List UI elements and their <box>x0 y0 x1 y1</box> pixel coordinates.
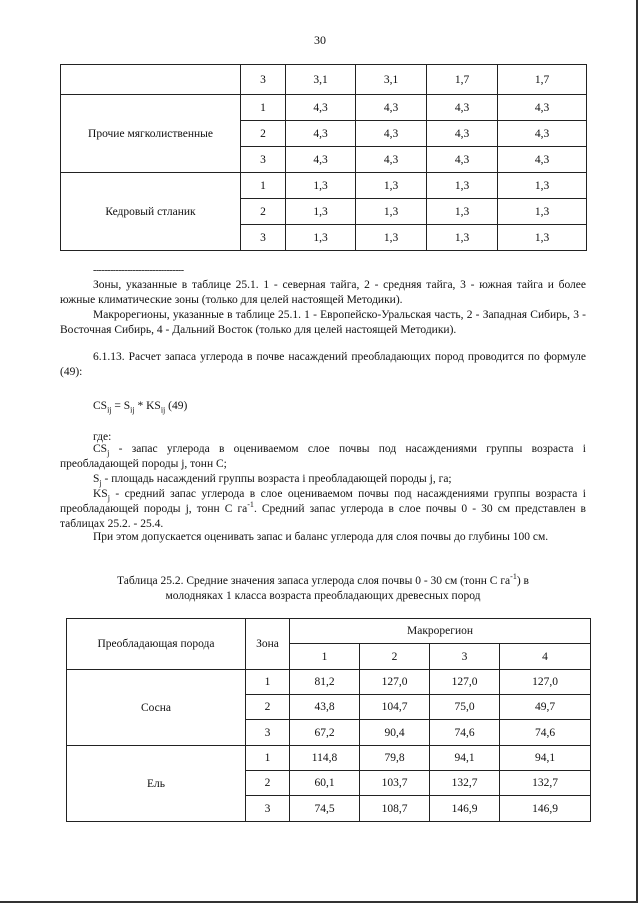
value-cell: 104,7 <box>360 695 430 720</box>
value-cell: 94,1 <box>500 746 591 771</box>
value-cell: 4,3 <box>286 95 356 121</box>
value-cell: 4,3 <box>286 121 356 147</box>
header-macroregion: Макрорегион <box>290 619 591 644</box>
value-cell: 1,3 <box>286 199 356 225</box>
species-cell <box>61 65 241 95</box>
top-table <box>60 64 587 251</box>
value-cell: 127,0 <box>430 670 500 695</box>
value-cell: 4,3 <box>356 147 427 173</box>
value-cell: 74,5 <box>290 796 360 822</box>
section-intro <box>60 350 586 380</box>
value-cell: 132,7 <box>500 771 591 796</box>
where-label: где: <box>93 431 112 443</box>
carbon-table <box>66 618 591 822</box>
formula: $CS_{ij} = S_{ij} * KS_{ij}$ (49) <box>93 400 188 415</box>
header-region: 1 <box>290 644 360 670</box>
value-cell: 1,3 <box>356 173 427 199</box>
value-cell: 1,7 <box>498 65 587 95</box>
value-cell: 74,6 <box>500 720 591 746</box>
value-cell: 108,7 <box>360 796 430 822</box>
value-cell: 1,3 <box>498 225 587 251</box>
value-cell: 1,3 <box>356 199 427 225</box>
zone-cell: 1 <box>246 746 290 771</box>
value-cell: 1,3 <box>427 225 498 251</box>
value-cell: 4,3 <box>427 147 498 173</box>
value-cell: 4,3 <box>427 121 498 147</box>
header-region: 4 <box>500 644 591 670</box>
header-zone: Зона <box>246 619 290 670</box>
header-region: 3 <box>430 644 500 670</box>
value-cell: 127,0 <box>500 670 591 695</box>
value-cell: 103,7 <box>360 771 430 796</box>
value-cell: 4,3 <box>356 95 427 121</box>
value-cell: 127,0 <box>360 670 430 695</box>
table-caption: Таблица 25.2. Средние значения запаса углерода слоя почвы 0 - 30 см (тонн С $га^{-1}$) в молодняках 1 класса возраста преобладающих древесных пород <box>117 572 529 602</box>
value-cell: 1,7 <box>427 65 498 95</box>
table-row <box>67 746 591 771</box>
zone-cell: 1 <box>241 95 286 121</box>
zone-cell: 1 <box>241 173 286 199</box>
value-cell: 4,3 <box>498 95 587 121</box>
value-cell: 1,3 <box>286 173 356 199</box>
species-cell: Ель <box>67 746 246 822</box>
value-cell: 49,7 <box>500 695 591 720</box>
zone-cell: 3 <box>241 65 286 95</box>
zone-cell: 2 <box>246 771 290 796</box>
value-cell: 4,3 <box>498 147 587 173</box>
value-cell: 4,3 <box>286 147 356 173</box>
value-cell: 74,6 <box>430 720 500 746</box>
species-cell: Прочие мягколиственные <box>61 95 241 173</box>
zone-cell: 3 <box>246 720 290 746</box>
table-row <box>61 95 587 121</box>
value-cell: 4,3 <box>356 121 427 147</box>
value-cell: 67,2 <box>290 720 360 746</box>
definition-ks: $KS_j$ - средний запас углерода в слое оцениваемом почвы под насаждениями группы возраста i преобладающей породы j, тонн С $га^{-1}$. Средний запас углерода в слое почвы 0 - 30 см представлен в таблицах 25.2. - 25.4. <box>60 488 586 530</box>
value-cell: 79,8 <box>360 746 430 771</box>
value-cell: 75,0 <box>430 695 500 720</box>
species-cell: Кедровый стланик <box>61 173 241 251</box>
value-cell: 4,3 <box>427 95 498 121</box>
zone-cell: 2 <box>246 695 290 720</box>
table-row <box>67 670 591 695</box>
page-number: 30 <box>314 33 326 47</box>
value-cell: 114,8 <box>290 746 360 771</box>
value-cell: 146,9 <box>430 796 500 822</box>
zone-cell: 3 <box>241 147 286 173</box>
zone-cell: 2 <box>241 121 286 147</box>
footnote-macro <box>60 308 586 338</box>
value-cell: 3,1 <box>356 65 427 95</box>
footnote-zones <box>60 278 586 308</box>
table-row <box>61 173 587 199</box>
header-species: Преобладающая порода <box>67 619 246 670</box>
definition-cs: $CS_j$ - запас углерода в оцениваемом слое почвы под насаждениями группы возраста i преобладающей породы j, тонн С; <box>60 443 586 470</box>
table-row <box>61 65 587 95</box>
value-cell: 94,1 <box>430 746 500 771</box>
zone-cell: 3 <box>246 796 290 822</box>
value-cell: 4,3 <box>498 121 587 147</box>
value-cell: 132,7 <box>430 771 500 796</box>
value-cell: 81,2 <box>290 670 360 695</box>
value-cell: 60,1 <box>290 771 360 796</box>
value-cell: 1,3 <box>498 199 587 225</box>
header-region: 2 <box>360 644 430 670</box>
species-cell: Сосна <box>67 670 246 746</box>
value-cell: 1,3 <box>286 225 356 251</box>
definition-s: $S_j$ - площадь насаждений группы возраста i преобладающей породы j, га; <box>93 473 452 488</box>
footnote-macro-text: Макрорегионы, указанные в таблице 25.1. 1 - Европейско-Уральская часть, 2 - Западная Сибирь, 3 - Восточная Сибирь, 4 - Дальний Восток (только для целей настоящей Методики). <box>60 309 586 336</box>
value-cell: 1,3 <box>498 173 587 199</box>
value-cell: 1,3 <box>356 225 427 251</box>
footnote-zones-text: Зоны, указанные в таблице 25.1. 1 - северная тайга, 2 - средняя тайга, 3 - южная тайга и более южные климатические зоны (только для целей настоящей Методики). <box>60 279 586 306</box>
value-cell: 1,3 <box>427 173 498 199</box>
section-intro-text: 6.1.13. Расчет запаса углерода в почве насаждений преобладающих пород проводится по формуле (49): <box>60 351 586 378</box>
header-row <box>67 619 591 644</box>
footnote-separator: -------------------------------- <box>93 265 184 276</box>
value-cell: 1,3 <box>427 199 498 225</box>
value-cell: 3,1 <box>286 65 356 95</box>
value-cell: 43,8 <box>290 695 360 720</box>
value-cell: 146,9 <box>500 796 591 822</box>
depth-note: При этом допускается оценивать запас и баланс углерода для слоя почвы до глубины 100 см. <box>93 531 549 543</box>
zone-cell: 2 <box>241 199 286 225</box>
value-cell: 90,4 <box>360 720 430 746</box>
zone-cell: 1 <box>246 670 290 695</box>
zone-cell: 3 <box>241 225 286 251</box>
